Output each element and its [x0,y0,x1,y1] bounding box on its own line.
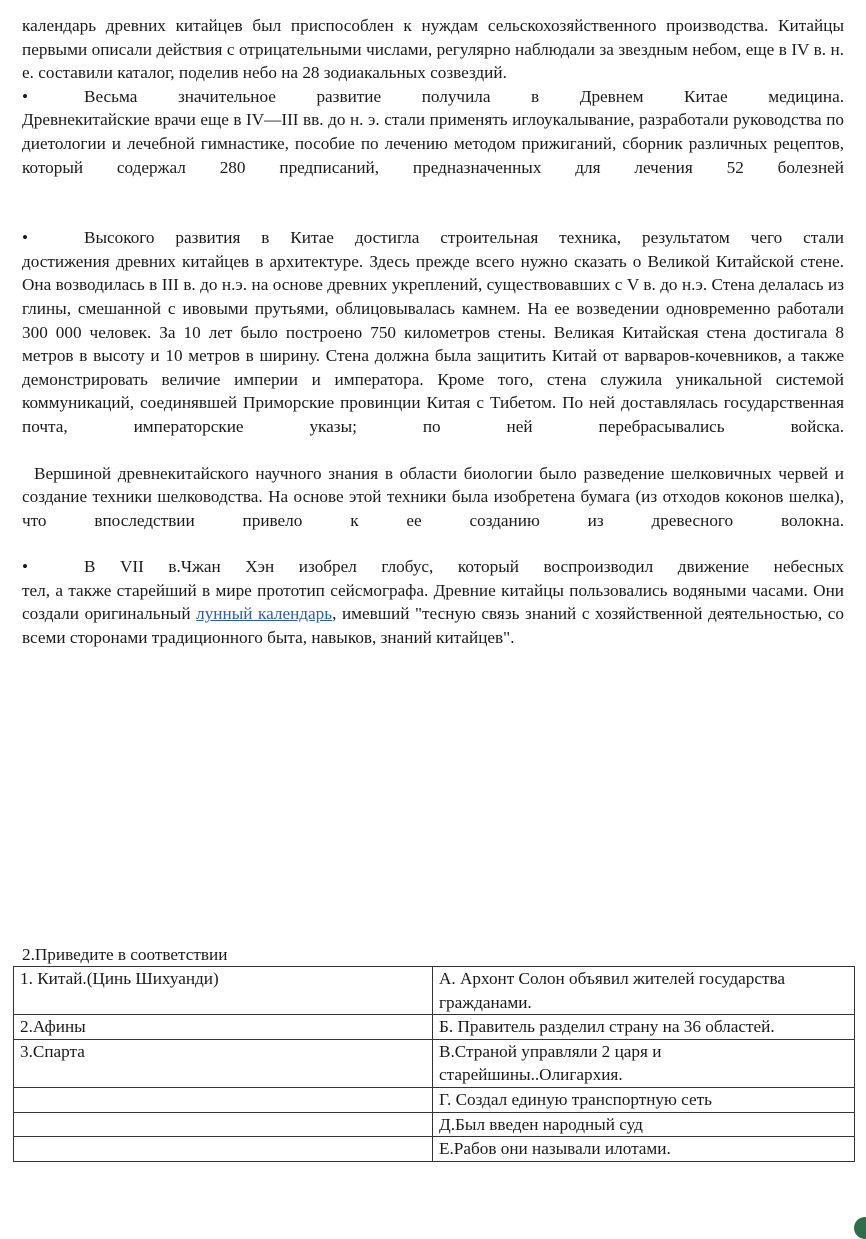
paragraph-globe-body: тел, а также старейший в мире прототип сейсмографа. Древние китайцы пользовались водяными часами. Они создали оригинальный [22,580,844,624]
document-page [22,14,844,650]
paragraph-calendar: календарь древних китайцев был приспособлен к нуждам сельскохозяйственного производства. Китайцы первыми описали действия с отрицательными числами, регулярно наблюдали за звездным небом, еще в IV в. н. е. составили каталог, поделив небо на 28 зодиакальных созвездий. [22,16,844,83]
table-row [14,1087,855,1112]
paragraph-medicine [22,85,844,179]
table-cell-left [14,1112,433,1137]
table-row [14,1137,855,1162]
task-title: 2.Приведите в соответствии [22,945,228,964]
table-cell-right: Б. Правитель разделил страну на 36 областей. [433,1015,855,1040]
table-cell-left [14,1137,433,1162]
paragraph-medicine-first-line: Весьма значительное развитие получила в Древнем Китае медицина. [84,86,844,106]
table-cell-right: Д.Был введен народный суд [433,1112,855,1137]
table-row [14,967,855,1015]
table-cell-right: Е.Рабов они называли илотами. [433,1137,855,1162]
table-cell-left: 3.Спарта [14,1039,433,1087]
table-row [14,1039,855,1087]
bullet-marker: • [22,557,29,577]
paragraph-globe-first-line: В VII в.Чжан Хэн изобрел глобус, который воспроизводил движение небесных [84,557,844,577]
matching-table [13,966,855,1162]
table-row [14,1015,855,1040]
bullet-marker: • [22,228,29,248]
table-cell-right: А. Архонт Солон объявил жителей государства гражданами. [433,967,855,1015]
table-cell-right: В.Страной управляли 2 царя и старейшины..Олигархия. [433,1039,855,1087]
table-cell-left [14,1087,433,1112]
lunar-calendar-link[interactable]: лунный календарь [196,604,333,624]
paragraph-medicine-body: Древнекитайские врачи еще в IV—III вв. до н. э. стали применять иглоукалывание, разработали руководства по диетологии и лечебной гимнастике, пособие по лечению методом прижиганий, сборник различных рецептов, который содержал 280 предписаний, предназначенных для лечения 52 болезней [22,110,844,177]
bullet-marker: • [22,86,29,106]
table-row [14,1112,855,1137]
paragraph-great-wall-body: достижения древних китайцев в архитектуре. Здесь прежде всего нужно сказать о Великой Китайской стене. Она возводилась в III в. до н.э. на основе древних укреплений, существовавших с V в. до н.э. Стена делалась из глины, смешанной с ивовыми прутьями, облицовывалась камнем. На ее возведении одновременно работали 300 000 человек. За 10 лет было построено 750 километров стены. Великая Китайская стена достигала 8 метров в высоту и 10 метров в ширину. Стена должна была защитить Китай от варваров-кочевников, а также демонстрировать величие империи и императора. Кроме того, стена служила уникальной системой коммуникаций, соединявшей Приморские провинции Китая с Тибетом. По ней доставлялась государственная почта, императорские указы; по ней перебрасывались войска. [22,251,844,436]
paragraph-great-wall [22,226,844,438]
paragraph-globe [22,555,844,649]
paragraph-great-wall-first-line: Высокого развития в Китае достигла строительная техника, результатом чего стали [84,228,844,248]
corner-indicator-icon [854,1217,866,1239]
paragraph-globe-end: , имевший "тесную связь знаний с хозяйственной деятельностью, со всеми сторонами традиционного быта, навыков, знаний китайцев". [22,604,844,648]
table-cell-right: Г. Создал единую транспортную сеть [433,1087,855,1112]
paragraph-silk: Вершиной древнекитайского научного знания в области биологии было разведение шелковичных червей и создание техники шелководства. На основе этой техники была изобретена бумага (из отходов коконов шелка), что впоследствии привело к ее созданию из древесного волокна. [22,463,844,530]
table-cell-left: 2.Афины [14,1015,433,1040]
table-cell-left: 1. Китай.(Цинь Шихуанди) [14,967,433,1015]
